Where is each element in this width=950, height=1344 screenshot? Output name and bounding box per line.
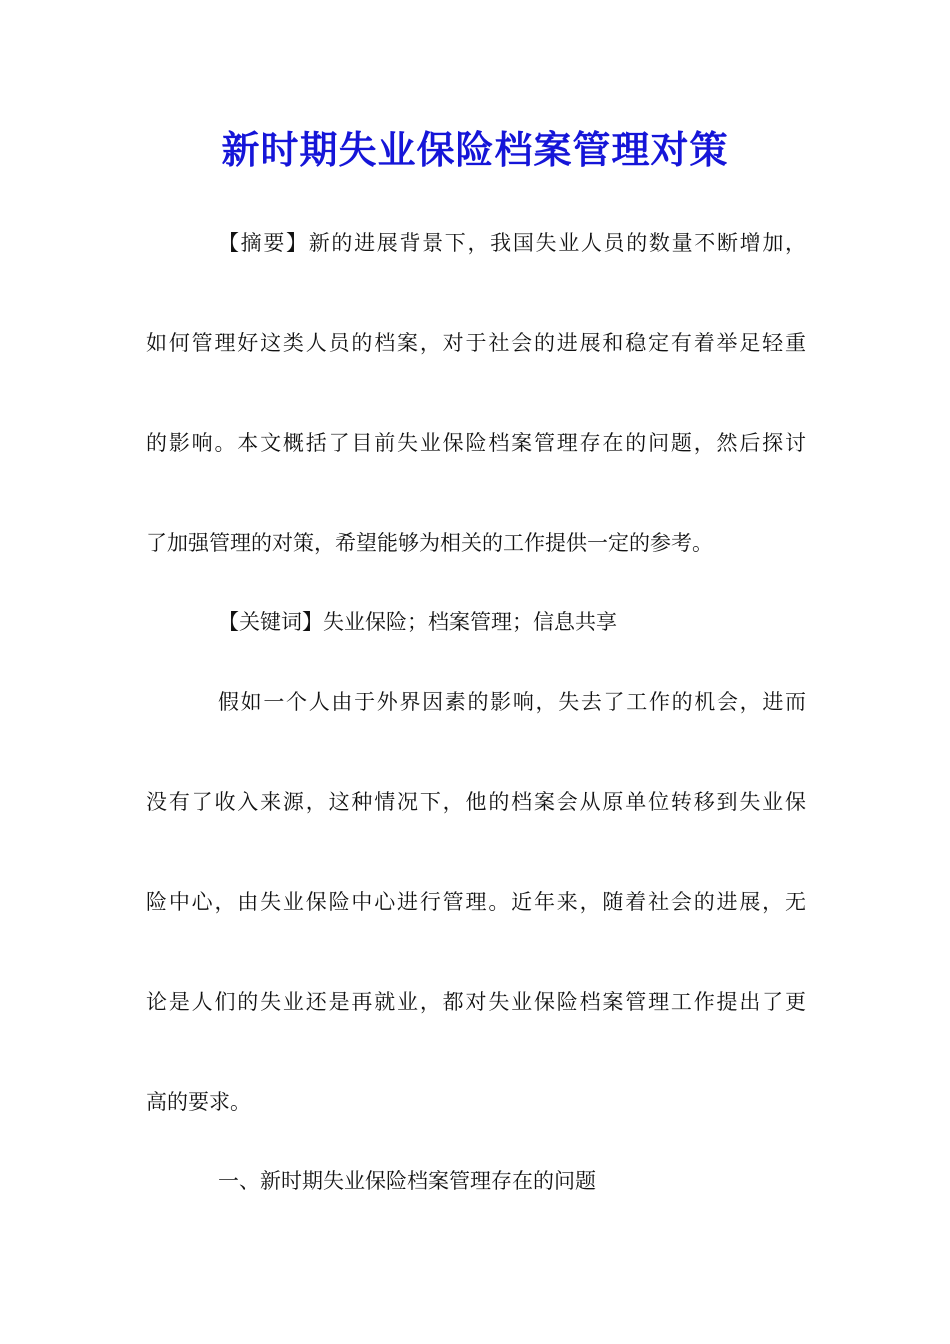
abstract-line-1: 【摘要】新的进展背景下，我国失业人员的数量不断增加，	[218, 231, 806, 255]
abstract-line-3: 的影响。本文概括了目前失业保险档案管理存在的问题，然后探讨	[146, 431, 806, 455]
keywords-line: 【关键词】失业保险；档案管理；信息共享	[218, 610, 617, 634]
intro-line-4: 论是人们的失业还是再就业，都对失业保险档案管理工作提出了更	[146, 990, 806, 1014]
intro-line-5: 高的要求。	[146, 1090, 251, 1114]
abstract-line-2: 如何管理好这类人员的档案，对于社会的进展和稳定有着举足轻重	[146, 331, 806, 355]
intro-line-3: 险中心，由失业保险中心进行管理。近年来，随着社会的进展，无	[146, 890, 806, 914]
section-heading-1: 一、新时期失业保险档案管理存在的问题	[218, 1169, 596, 1193]
document-title: 新时期失业保险档案管理对策	[221, 127, 729, 172]
intro-line-1: 假如一个人由于外界因素的影响，失去了工作的机会，进而	[218, 690, 806, 714]
intro-line-2: 没有了收入来源，这种情况下，他的档案会从原单位转移到失业保	[146, 790, 806, 814]
abstract-line-4: 了加强管理的对策，希望能够为相关的工作提供一定的参考。	[146, 531, 713, 555]
